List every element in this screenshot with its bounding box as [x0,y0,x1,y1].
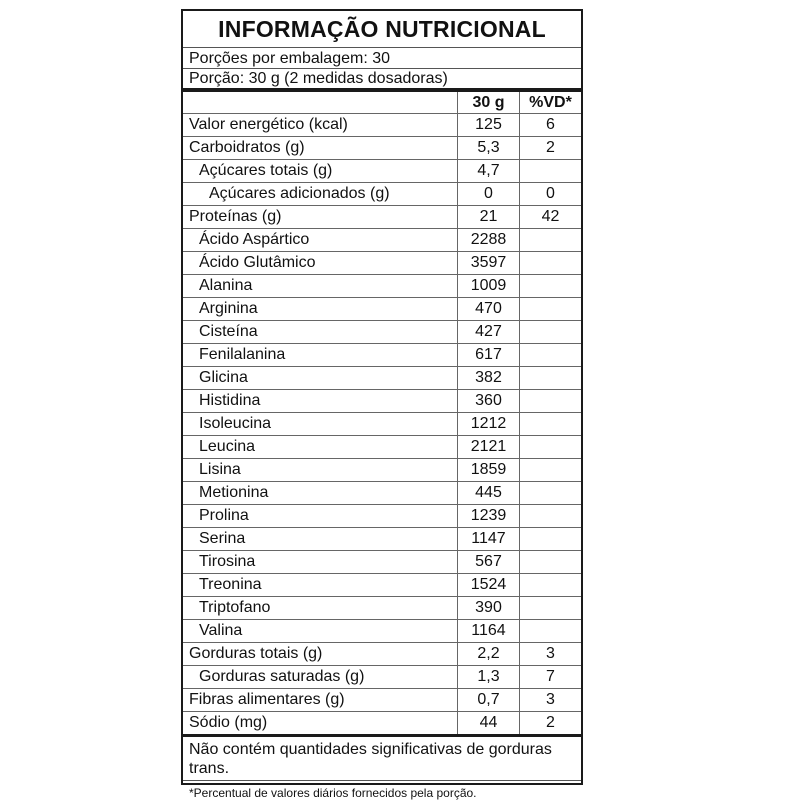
nutrient-dv: 6 [520,114,582,137]
nutrient-amount: 1239 [458,505,520,528]
nutrient-amount: 1164 [458,620,520,643]
nutrient-amount: 360 [458,390,520,413]
nutrient-name: Ácido Glutâmico [183,252,458,275]
nutrient-amount: 1,3 [458,666,520,689]
nutrient-name: Tirosina [183,551,458,574]
nutrient-dv [520,597,582,620]
table-row [183,597,581,620]
table-row [183,321,581,344]
table-row [183,482,581,505]
nutrient-amount: 445 [458,482,520,505]
table-row [183,252,581,275]
table-header-row [183,92,581,114]
nutrient-amount: 0,7 [458,689,520,712]
nutrition-facts-label [181,9,583,800]
nutrient-dv: 2 [520,137,582,160]
nutrient-dv [520,275,582,298]
nutrient-amount: 382 [458,367,520,390]
nutrient-dv [520,551,582,574]
table-row [183,459,581,482]
nutrient-dv [520,436,582,459]
nutrient-name: Histidina [183,390,458,413]
nutrient-dv: 0 [520,183,582,206]
table-row [183,574,581,597]
nutrient-dv [520,298,582,321]
nutrient-name: Carboidratos (g) [183,137,458,160]
nutrient-dv: 42 [520,206,582,229]
nutrient-dv: 3 [520,643,582,666]
nutrient-name: Glicina [183,367,458,390]
nutrient-amount: 0 [458,183,520,206]
table-row [183,344,581,367]
nutrient-name: Fibras alimentares (g) [183,689,458,712]
nutrient-name: Açúcares totais (g) [183,160,458,183]
table-row [183,643,581,666]
table-row [183,137,581,160]
nutrient-dv [520,344,582,367]
nutrient-name: Gorduras saturadas (g) [183,666,458,689]
nutrient-amount: 5,3 [458,137,520,160]
nutrient-name: Valina [183,620,458,643]
nutrient-dv [520,367,582,390]
table-row [183,229,581,252]
nutrient-amount: 427 [458,321,520,344]
nutrient-dv [520,620,582,643]
nutrient-name: Ácido Aspártico [183,229,458,252]
serving-size: Porção: 30 g (2 medidas dosadoras) [189,70,448,87]
table-row [183,666,581,689]
table-row [183,712,581,735]
table-row [183,298,581,321]
header-empty-cell [183,92,458,114]
nutrient-amount: 21 [458,206,520,229]
nutrient-amount: 617 [458,344,520,367]
nutrient-amount: 3597 [458,252,520,275]
nutrient-name: Fenilalanina [183,344,458,367]
nutrient-amount: 1009 [458,275,520,298]
nutrient-amount: 1212 [458,413,520,436]
trans-fat-note: Não contém quantidades significativas de gorduras trans. [183,737,581,781]
nutrient-dv [520,160,582,183]
label-title: INFORMAÇÃO NUTRICIONAL [183,11,581,48]
nutrient-dv [520,229,582,252]
nutrient-name: Arginina [183,298,458,321]
nutrient-amount: 44 [458,712,520,735]
nutrient-table [183,92,581,734]
nutrient-name: Metionina [183,482,458,505]
nutrient-name: Gorduras totais (g) [183,643,458,666]
nutrient-dv: 3 [520,689,582,712]
nutrient-amount: 2121 [458,436,520,459]
nutrient-name: Sódio (mg) [189,714,268,731]
table-row [183,390,581,413]
nutrient-dv [520,390,582,413]
nutrient-dv [520,321,582,344]
nutrient-amount: 1524 [458,574,520,597]
nutrient-amount: 2,2 [458,643,520,666]
nutrient-dv [520,505,582,528]
nutrient-name: Valor energético (kcal) [183,114,458,137]
nutrient-name: Treonina [183,574,458,597]
table-row [183,436,581,459]
nutrient-amount: 125 [458,114,520,137]
nutrient-name: Prolina [183,505,458,528]
table-row [183,413,581,436]
nutrient-amount: 1859 [458,459,520,482]
table-row [183,275,581,298]
nutrient-name: Triptofano [183,597,458,620]
nutrient-dv [520,482,582,505]
nutrient-name: Proteínas (g) [183,206,458,229]
table-row [183,160,581,183]
nutrient-amount: 390 [458,597,520,620]
nutrient-name: Alanina [183,275,458,298]
table-row [183,367,581,390]
table-row [183,183,581,206]
table-row [183,620,581,643]
nutrient-amount: 470 [458,298,520,321]
table-row [183,114,581,137]
nutrient-dv [520,574,582,597]
nutrient-dv [520,528,582,551]
nutrient-name: Cisteína [183,321,458,344]
nutrient-dv [520,413,582,436]
nutrient-amount: 2288 [458,229,520,252]
nutrient-amount: 4,7 [458,160,520,183]
table-row [183,551,581,574]
table-row [183,206,581,229]
table-row [183,505,581,528]
nutrient-name: Açúcares adicionados (g) [183,183,458,206]
nutrient-name: Leucina [183,436,458,459]
nutrient-dv [520,459,582,482]
nutrient-dv: 2 [520,712,582,735]
dv-footnote: *Percentual de valores diários fornecidos pela porção. [189,786,477,800]
nutrient-dv: 7 [520,666,582,689]
header-dv: %VD* [520,92,582,114]
nutrient-name: Lisina [183,459,458,482]
nutrient-name: Isoleucina [183,413,458,436]
servings-per-package: Porções por embalagem: 30 [183,48,581,69]
table-row [183,528,581,551]
nutrient-name: Serina [183,528,458,551]
table-row [183,689,581,712]
nutrient-dv [520,252,582,275]
nutrient-amount: 1147 [458,528,520,551]
header-amount: 30 g [458,92,520,114]
nutrient-amount: 567 [458,551,520,574]
